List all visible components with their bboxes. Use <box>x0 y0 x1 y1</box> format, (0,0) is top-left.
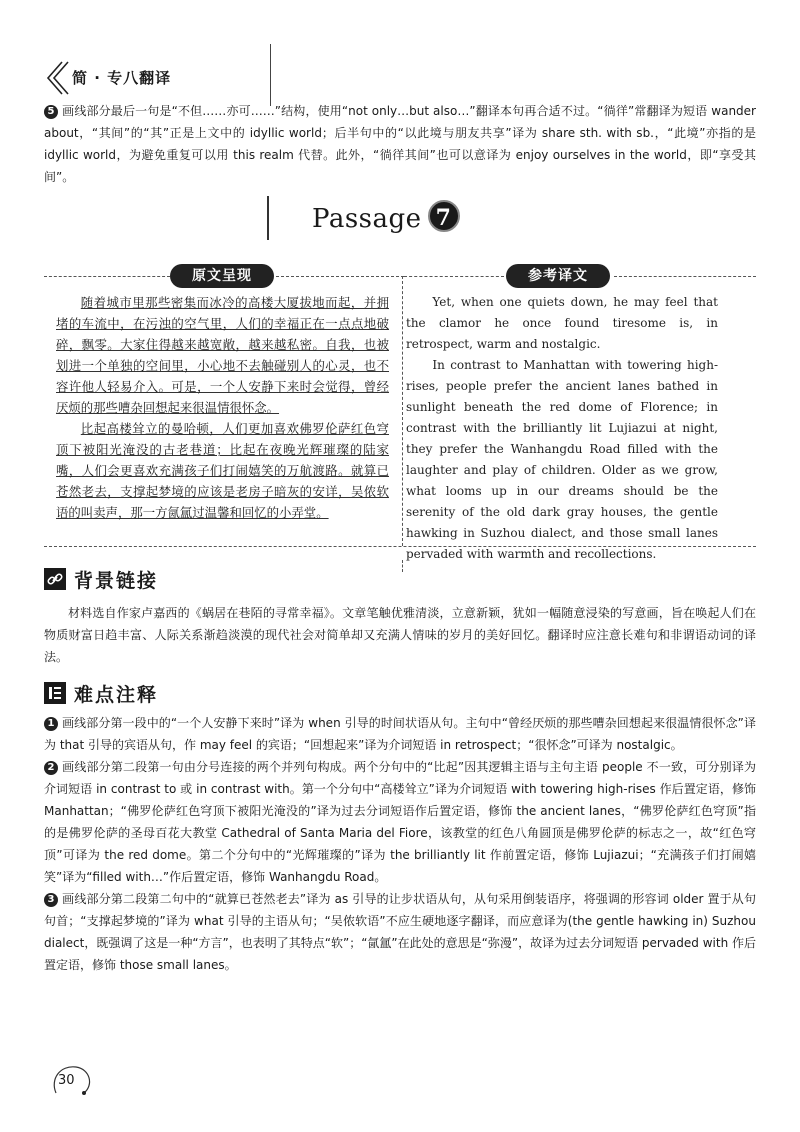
note-text: 画线部分第一段中的“一个人安静下来时”译为 when 引导的时间状语从句。主句中“曾经厌烦的那些嘈杂回想起来很温情很怀念”译为 that 引导的宾语从句，作 may feel 的宾语；“回想起来”译为介词短语 in retrospect；“很怀念”可译为 nostalgic。 <box>44 716 756 752</box>
background-title: 背景链接 <box>74 570 159 592</box>
link-icon <box>44 568 66 590</box>
note-text: 画线部分第二段第一句由分号连接的两个并列句构成。两个分句中的“比起”因其逻辑主语与主句主语 people 不一致，可分别译为介词短语 in contrast to 或 in contrast with。第一个分句中“高楼耸立”译为介词短语 with towering high-rises 作后置定语，修饰 Manhattan；“佛罗伦萨红色穹顶下被阳光淹没的”译为过去分词短语作后置定语，修饰 the ancient lanes，“佛罗伦萨红色穹顶”指的是佛罗伦萨的圣母百花大教堂 Cathedral of Santa Maria del Fiore，该教堂的红色八角圆顶是佛罗伦萨的标志之一，故“红色穹顶”可译为 the red dome。第二个分句中的“光辉璀璨的”译为 the brilliantly lit 作前置定语，修饰 Lujiazui；“充满孩子们打闹嬉笑”译为“filled with…”作后置定语，修饰 Wanhangdu Road。 <box>44 760 756 884</box>
translation-para-2: In contrast to Manhattan with towering high-rises, people prefer the ancient lanes bathed in sunlight beneath the red dome of Florence; in contrast with the brilliantly lit Lujiazui at night, they prefer the Wanhangdu Road filled with the laughter and play of children. Older as we grow, what looms up in our dreams should be the serenity of the old dark gray houses, the gentle hawking in Suzhou dialect, and those small lanes pervaded with warmth and recollections. <box>406 358 718 561</box>
frame-top-mid <box>276 276 404 277</box>
original-para-2: 比起高楼耸立的曼哈顿，人们更加喜欢佛罗伦萨红色穹顶下被阳光淹没的古老巷道；比起在夜晚光辉璀璨的陆家嘴，人们会更喜欢充满孩子们打闹嬉笑的万航渡路。就算已苍然老去，支撑起梦境的应该是老房子暗灰的安详，吴侬软语的叫卖声，那一方氤氲过温馨和回忆的小弄堂。 <box>56 421 389 520</box>
note-number: 3 <box>44 893 58 907</box>
note-item <box>44 712 756 756</box>
note-item <box>44 756 756 888</box>
frame-top-right <box>404 276 504 277</box>
header-title: 简 · 专八翻译 <box>72 69 172 87</box>
note-text: 画线部分第二段第二句中的“就算已苍然老去”译为 as 引导的让步状语从句，从句采用倒装语序，将强调的形容词 older 置于从句句首；“支撑起梦境的”译为 what 引导的主语从句；“吴侬软语”不应生硬地逐字翻译，而应意译为(the gentle hawking in) Suzhou dialect，既强调了这是一种“方言”，也表明了其特点“软”；“氤氲”在此处的意思是“弥漫”，故译为过去分词短语 pervaded with 作后置定语，修饰 those small lanes。 <box>44 892 756 972</box>
notes-heading <box>44 680 158 707</box>
title-divider <box>267 196 269 240</box>
note-text: 画线部分最后一句是“不但……亦可……”结构，使用“not only…but also…”翻译本句再合适不过。“徜徉”常翻译为短语 wander about，“其间”的“其”正是上文中的 idyllic world；后半句中的“以此境与朋友共享”译为 share sth. with sb.，“此境”亦指的是 idyllic world，为避免重复可以用 this realm 代替。此外，“徜徉其间”也可以意译为 enjoy ourselves in the world，即“享受其间”。 <box>44 104 756 184</box>
background-text: 材料选自作家卢嘉西的《蜗居在巷陌的寻常幸福》。文章笔触优雅清淡，立意新颖，犹如一幅随意浸染的写意画，旨在唤起人们在物质财富日趋丰富、人际关系渐趋淡漠的现代社会对简单却又充满人情味的岁月的美好回忆。翻译时应注意长难句和非谓语动词的译法。 <box>44 606 756 664</box>
note-number: 2 <box>44 761 58 775</box>
frame-center-divider <box>402 276 403 546</box>
passage-title-text: Passage <box>312 204 422 234</box>
notes-title: 难点注释 <box>74 684 159 706</box>
passage-title <box>312 200 460 234</box>
page-number: 30 <box>50 1063 100 1099</box>
notes-list <box>44 712 756 976</box>
note-number: 1 <box>44 717 58 731</box>
translation-label: 参考译文 <box>506 264 610 288</box>
note-5 <box>44 100 756 188</box>
original-text <box>56 292 389 523</box>
note-number: 5 <box>44 105 58 119</box>
frame-tick <box>402 560 404 572</box>
background-heading <box>44 566 158 593</box>
running-header <box>40 58 260 98</box>
list-icon <box>44 682 66 704</box>
header-divider <box>270 44 271 106</box>
translation-text <box>406 292 718 565</box>
original-para-1: 随着城市里那些密集而冰冷的高楼大厦拔地而起，并拥堵的车流中，在污浊的空气里，人们的幸福正在一点点地破碎，飘零。大家住得越来越宽敞，越来越私密。自我，也被划进一个单独的空间里，小心地不去触碰别人的心灵，也不容许他人轻易介入。可是，一个人安静下来时会觉得，曾经厌烦的那些嘈杂回想起来很温情很怀念。 <box>56 295 389 415</box>
translation-para-1: Yet, when one quiets down, he may feel that the clamor he once found tiresome is, in retrospect, warm and nostalgic. <box>406 295 718 351</box>
frame-top-left <box>44 276 170 277</box>
passage-number-badge: 7 <box>428 200 460 232</box>
note-item <box>44 888 756 976</box>
original-label: 原文呈现 <box>170 264 274 288</box>
frame-top-end <box>614 276 756 277</box>
